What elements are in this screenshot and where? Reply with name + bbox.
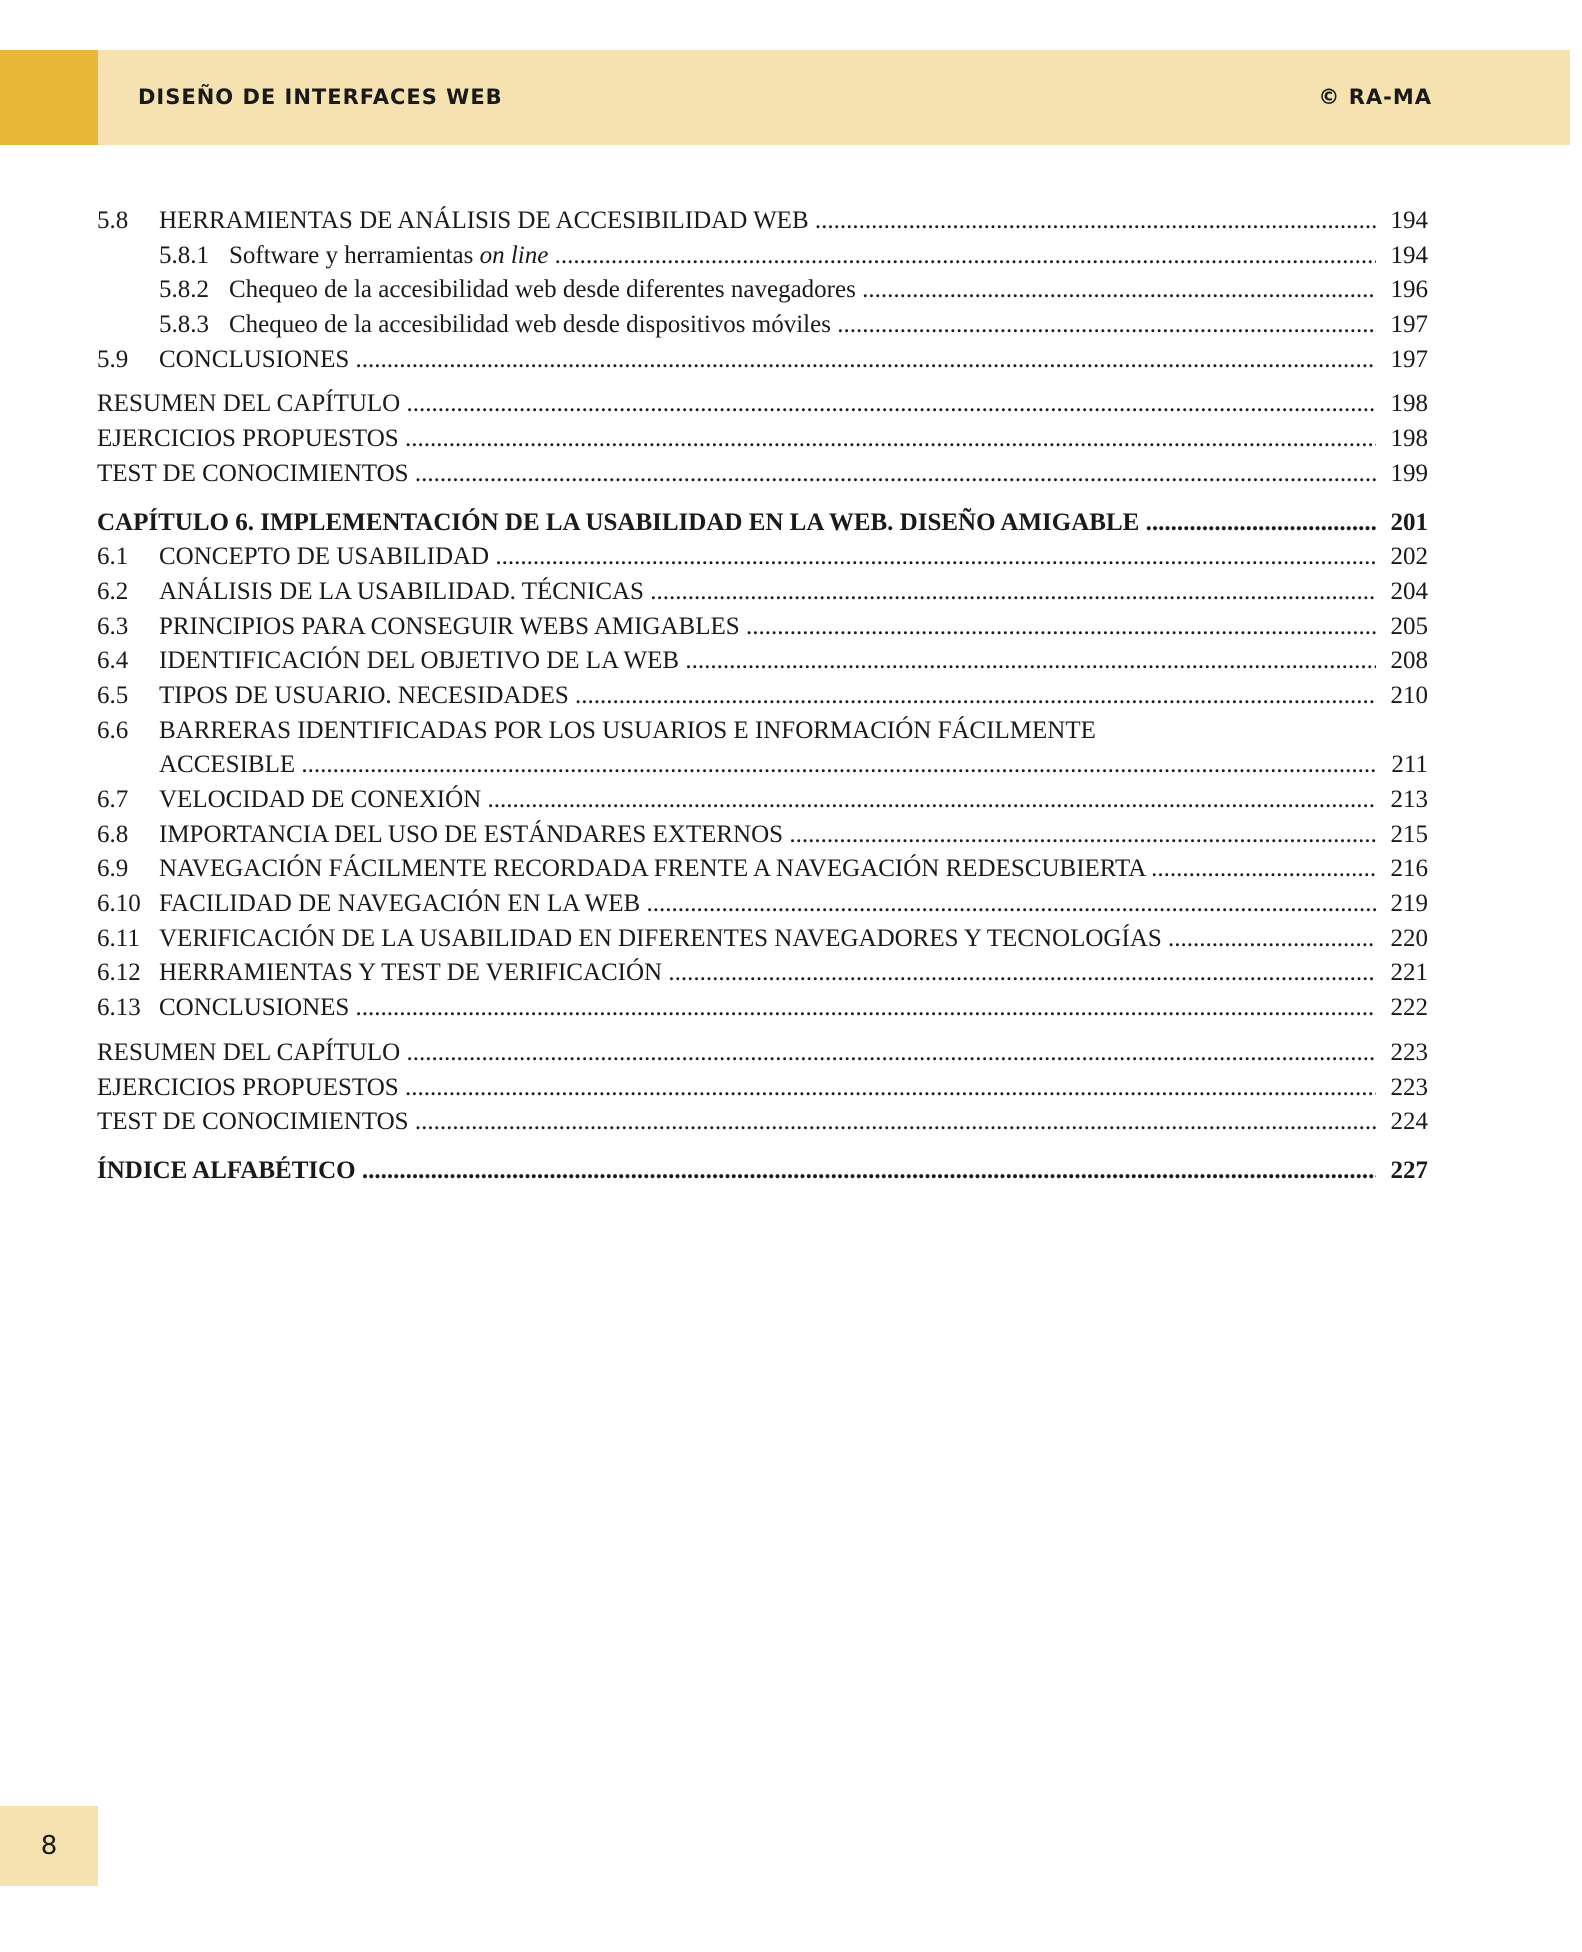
page-number: 8 (40, 1831, 58, 1861)
toc-entry-number: 6.13 (97, 994, 141, 1022)
toc-entry-page: 196 (1390, 276, 1428, 304)
toc-entry[interactable] (97, 610, 1428, 645)
toc-chapter-title: ÍNDICE ALFABÉTICO ..... (97, 1154, 1376, 1189)
toc-entry-title: RESUMEN DEL CAPÍTULO ..... (97, 387, 1376, 422)
toc-entry-title: FACILIDAD DE NAVEGACIÓN EN LA WEB ..... (159, 887, 1376, 922)
toc-entry-title: IDENTIFICACIÓN DEL OBJETIVO DE LA WEB ..... (159, 644, 1376, 679)
toc-entry[interactable] (97, 343, 1428, 378)
toc-entry-title-text: Software y herramientas (229, 241, 474, 269)
toc-entry-page: 216 (1390, 855, 1428, 883)
toc-entry-page: 224 (1390, 1108, 1428, 1136)
toc-entry[interactable] (97, 956, 1428, 991)
toc-entry[interactable] (97, 575, 1428, 610)
toc-entry-number: 6.7 (97, 786, 129, 813)
toc-entry-number: 6.3 (97, 612, 129, 640)
toc-entry-title: Chequeo de la accesibilidad web desde dispositivos móviles ..... (229, 308, 1376, 343)
toc-entry[interactable] (97, 783, 1428, 818)
toc-entry-title: BARRERAS IDENTIFICADAS POR LOS USUARIOS E INFORMACIÓN FÁCILMENTE (159, 716, 1096, 744)
toc-entry-number: 5.8.2 (159, 276, 209, 304)
toc-entry-page: 220 (1390, 924, 1428, 952)
toc-entry-number: 5.8 (97, 207, 129, 234)
toc-entry-page: 221 (1390, 959, 1428, 987)
toc-entry-number: 5.8.1 (159, 241, 209, 269)
toc-entry-title: IMPORTANCIA DEL USO DE ESTÁNDARES EXTERNOS ..... (159, 818, 1376, 853)
toc-entry-number: 6.9 (97, 855, 129, 883)
toc-entry[interactable] (97, 457, 1428, 492)
toc-entry-title: CONCEPTO DE USABILIDAD ..... (159, 540, 1376, 575)
toc-chapter-entry[interactable] (97, 1154, 1428, 1189)
toc-entry-page: 199 (1390, 459, 1428, 487)
toc-entry[interactable] (97, 679, 1428, 714)
toc-entry[interactable] (97, 239, 1428, 274)
toc-entry-title: CONCLUSIONES ..... (159, 991, 1376, 1026)
toc-entry[interactable] (97, 922, 1428, 957)
toc-entry-number: 6.8 (97, 820, 129, 848)
toc-entry[interactable] (97, 1036, 1428, 1071)
toc-entry-page: 194 (1390, 207, 1428, 234)
toc-entry-page: 227 (1390, 1156, 1428, 1184)
toc-entry-title: PRINCIPIOS PARA CONSEGUIR WEBS AMIGABLES ..... (159, 610, 1376, 645)
toc-entry-page: 223 (1390, 1038, 1428, 1066)
toc-entry-page: 222 (1390, 994, 1428, 1022)
toc-entry-number: 6.6 (97, 716, 129, 744)
toc-entry-page: 219 (1390, 890, 1428, 918)
header-accent-block (0, 50, 98, 145)
toc-entry-page: 204 (1390, 577, 1428, 605)
toc-entry[interactable] (97, 818, 1428, 853)
toc-entry[interactable] (97, 644, 1428, 679)
toc-entry-number: 6.11 (97, 924, 140, 952)
toc-entry-page: 223 (1390, 1073, 1428, 1101)
toc-entry-title: EJERCICIOS PROPUESTOS ..... (97, 1071, 1376, 1106)
toc-entry-page: 194 (1390, 241, 1428, 269)
toc-entry[interactable] (97, 991, 1428, 1026)
toc-entry-page: 202 (1390, 543, 1428, 571)
toc-entry-title-continued: ACCESIBLE ..... (159, 748, 1376, 783)
toc-entry[interactable] (97, 1071, 1428, 1106)
table-of-contents (97, 204, 1428, 1189)
toc-entry-title (229, 239, 1376, 274)
toc-entry-number: 5.9 (97, 345, 129, 373)
toc-entry-number: 6.4 (97, 647, 129, 675)
toc-entry[interactable] (97, 387, 1428, 422)
toc-entry-title: TEST DE CONOCIMIENTOS ..... (97, 457, 1376, 492)
toc-entry-page: 208 (1390, 647, 1428, 675)
toc-entry-page: 215 (1390, 820, 1428, 848)
toc-entry[interactable] (97, 308, 1428, 343)
toc-entry-title: HERRAMIENTAS Y TEST DE VERIFICACIÓN ..... (159, 956, 1376, 991)
toc-entry-number: 5.8.3 (159, 311, 209, 339)
toc-entry[interactable] (97, 852, 1428, 887)
toc-entry-page: 198 (1390, 390, 1428, 418)
toc-entry-title: TEST DE CONOCIMIENTOS ..... (97, 1105, 1376, 1140)
toc-entry[interactable] (97, 887, 1428, 922)
toc-entry-title: VERIFICACIÓN DE LA USABILIDAD EN DIFERENTES NAVEGADORES Y TECNOLOGÍAS ..... (159, 922, 1376, 957)
toc-entry-title: EJERCICIOS PROPUESTOS ..... (97, 422, 1376, 457)
toc-entry-title: RESUMEN DEL CAPÍTULO ..... (97, 1036, 1376, 1071)
toc-entry[interactable] (97, 204, 1428, 239)
toc-entry[interactable] (97, 1105, 1428, 1140)
toc-entry[interactable] (97, 422, 1428, 457)
running-header-publisher: © RA-MA (1318, 85, 1432, 109)
toc-entry-title: NAVEGACIÓN FÁCILMENTE RECORDADA FRENTE A NAVEGACIÓN REDESCUBIERTA ..... (159, 852, 1376, 887)
toc-entry-number: 6.10 (97, 890, 141, 918)
toc-entry-number: 6.1 (97, 543, 129, 571)
toc-entry-title: ANÁLISIS DE LA USABILIDAD. TÉCNICAS ..... (159, 575, 1376, 610)
toc-entry[interactable] (97, 714, 1428, 749)
toc-entry-number: 6.12 (97, 959, 141, 987)
toc-chapter-title: CAPÍTULO 6. IMPLEMENTACIÓN DE LA USABILIDAD EN LA WEB. DISEÑO AMIGABLE ..... (97, 506, 1376, 541)
running-header-title: DISEÑO DE INTERFACES WEB (138, 85, 503, 109)
toc-entry-page: 211 (1391, 751, 1428, 779)
toc-entry-title: HERRAMIENTAS DE ANÁLISIS DE ACCESIBILIDAD WEB ..... (159, 204, 1376, 239)
toc-entry-page: 213 (1390, 786, 1428, 813)
toc-chapter-entry[interactable] (97, 506, 1428, 541)
toc-entry-page: 197 (1390, 311, 1428, 339)
toc-entry-page: 198 (1390, 425, 1428, 453)
toc-entry-title: CONCLUSIONES ..... (159, 343, 1376, 378)
toc-entry-number: 6.2 (97, 577, 129, 605)
toc-entry[interactable] (97, 273, 1428, 308)
toc-entry-number: 6.5 (97, 681, 129, 709)
toc-entry-page: 205 (1390, 612, 1428, 640)
toc-entry-title: TIPOS DE USUARIO. NECESIDADES ..... (159, 679, 1376, 714)
toc-entry-continuation[interactable] (97, 748, 1428, 783)
toc-entry-page: 197 (1390, 345, 1428, 373)
toc-entry[interactable] (97, 540, 1428, 575)
toc-entry-title-italic: on line (479, 241, 549, 269)
toc-entry-page: 201 (1390, 508, 1428, 536)
toc-entry-page: 210 (1390, 681, 1428, 709)
toc-entry-title: VELOCIDAD DE CONEXIÓN ..... (159, 783, 1376, 818)
toc-entry-title: Chequeo de la accesibilidad web desde diferentes navegadores ..... (229, 273, 1376, 308)
